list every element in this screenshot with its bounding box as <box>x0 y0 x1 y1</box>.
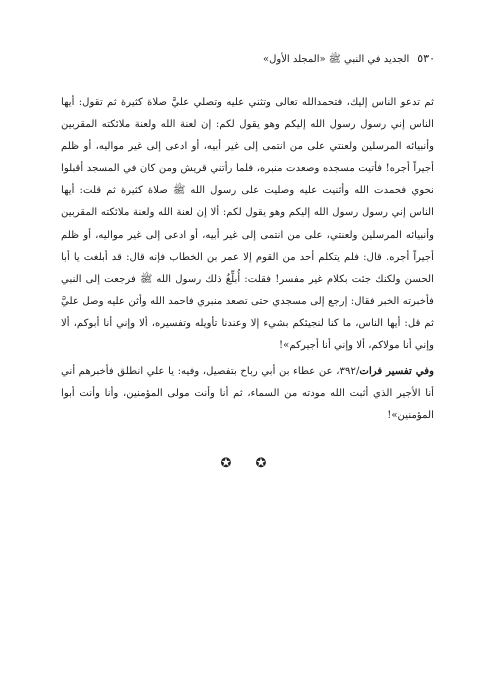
citation-source: وفي تفسير فرات <box>359 365 434 378</box>
paragraph-citation <box>61 360 434 427</box>
running-title: الجديد في النبي ﷺ «المجلد الأول» <box>262 54 410 65</box>
page-number: ٥٣٠ <box>417 52 435 65</box>
page-header <box>60 52 435 70</box>
paragraph: ثم تدعو الناس إليك، فتحمدالله تعالى وتثني عليه وتصلي عليَّ صلاة كثيرة ثم تقول: أيها الناس إني رسول رسول الله إليكم وهو يقول لكم: إن لعنة الله ولعنة ملائكته المقربين وأنبيائه المرسلين ولعنتي على من انتمى إلى غير أبيه، أو ادعى إلى غير مواليه، أو ظلم أجيراً أجره! فأتيت مسجده وصعدت منبره، فلما رأتني قريش ومن كان في المسجد أقبلوا نحوي فحمدت الله وأثنيت عليه وصليت على رسول الله ﷺ صلاة كثيرة ثم قلت: أيها الناس إني رسول رسول الله إليكم وهو يقول لكم: ألا إن لعنة الله ولعنة ملائكته المقربين وأنبيائه المرسلين ولعنتي، على من انتمى إلى غير أبيه، أو ادعى إلى غير مواليه، أو ظلم أجيراً أجره. قال: فلم يتكلم أحد من القوم إلا عمر بن الخطاب فإنه قال: قد أبلغت يا أبا الحسن ولكنك جئت بكلام غير مفسر! فقلت: أُبلِّغُ ذلك رسول الله ﷺ فرجعت إلى النبي فأخبرته الخبر فقال: إرجع إلى مسجدي حتى تصعد منبري فاحمد الله وأثن عليه وصل عليَّ ثم قل: أيها الناس، ما كنا لنجيئكم بشيء إلا وعندنا تأويله وتفسيره، ألا وإني أنا أبوكم، ألا وإني أنا مولاكم، ألا وإني أنا أجيركم»! <box>61 97 434 352</box>
citation-text: /٣٩٢، عن عطاء بن أبي رباح بتفصيل، وفيه: يا علي انطلق فأخبرهم أني أنا الأجير الذي أثبت الله مودته من السماء، ثم أنا وأنت مولى المؤمنين، وأنا وأنت أبوا المؤمنين»! <box>61 366 434 422</box>
section-end-ornament: ✪ ✪ <box>220 456 277 471</box>
body-text <box>61 92 434 427</box>
